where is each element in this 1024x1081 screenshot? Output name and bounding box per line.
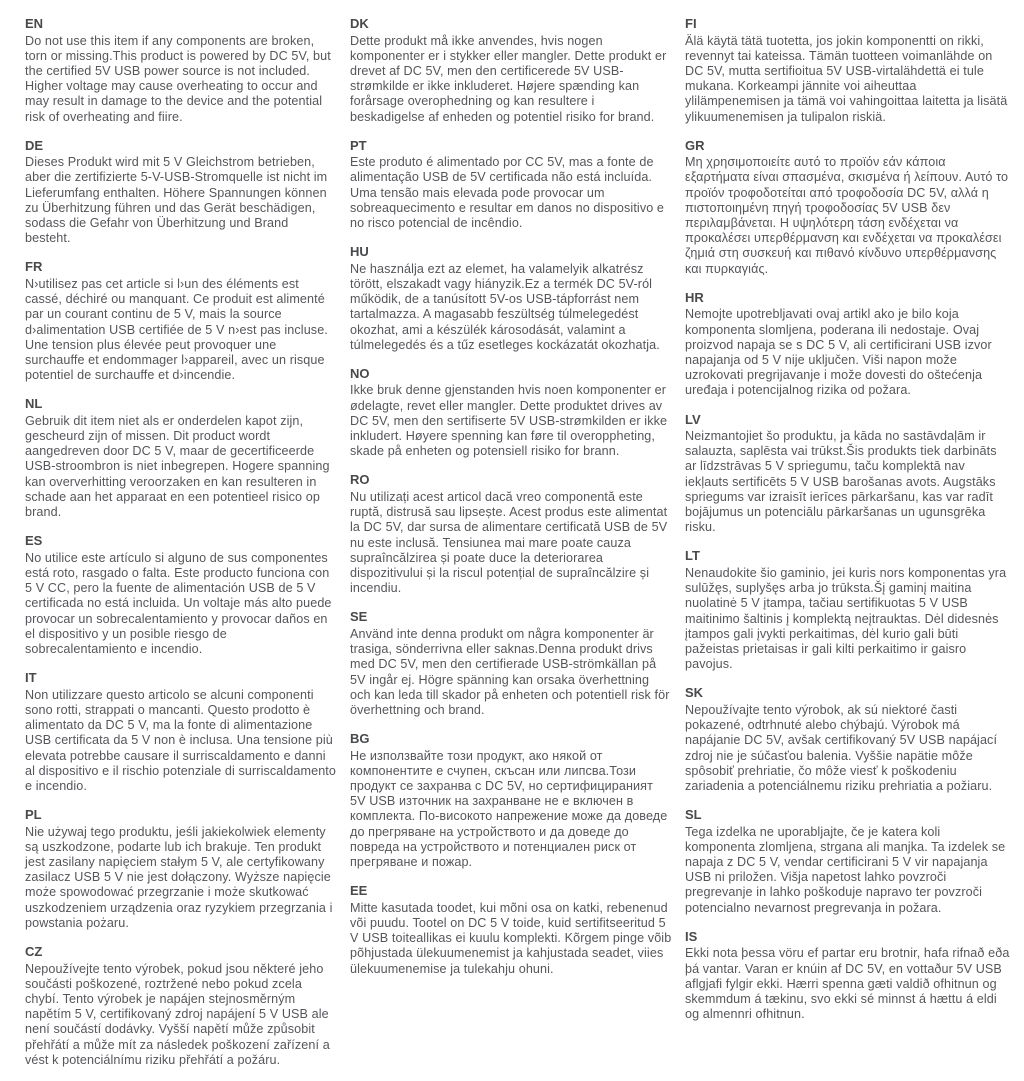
warning-text: Nie używaj tego produktu, jeśli jakiekolwiek elementy są uszkodzone, podarte lub ich brakuje. Ten produkt jest zasilany napięciem stałym 5 V, ale certyfikowany zasilacz USB 5 V nie jest dołączony. Wyższe napięcie może spowodować przegrzanie i może skutkować uszkodzeniem urządzenia oraz ryzykiem przegrzania i powstania pożaru.: [25, 824, 333, 930]
language-section-no: [350, 366, 672, 460]
language-code: HU: [350, 244, 369, 260]
language-code: IS: [685, 928, 698, 944]
language-code: DE: [25, 137, 44, 153]
warning-text: Nepoužívejte tento výrobek, pokud jsou některé jeho součásti poškozené, roztržené nebo pokud zcela chybí. Tento výrobek je napájen stejnosměrným napětím 5 V, certifikovaný zdroj napájení 5 V USB ale není součástí dodávky. Vyšší napětí může způsobit přehřátí a může mít za následek poškození zařízení a vést k potenciálnímu riziku přehřátí a požáru.: [25, 961, 330, 1067]
language-section-fr: [25, 259, 337, 383]
language-code: RO: [350, 472, 370, 488]
language-code: SE: [350, 609, 368, 625]
warning-text: No utilice este artículo si alguno de sus componentes está roto, rasgado o falta. Este producto funciona con 5 V CC, pero la fuente de alimentación USB de 5 V certificada no está incluida. Un voltaje más alto puede provocar un sobrecalentamiento y provocar daños en el dispositivo y un posible riesgo de sobrecalentamiento e incendio.: [25, 550, 332, 656]
language-section-is: [685, 929, 1011, 1023]
warning-text: Do not use this item if any components are broken, torn or missing.This product is powered by DC 5V, but the certified 5V USB power source is not included. Higher voltage may cause overheating to occur and may result in damage to the device and the potential risk of overheating and fiire.: [25, 33, 331, 124]
language-code: IT: [25, 670, 37, 686]
column-1: [25, 16, 337, 1081]
language-section-es: [25, 533, 337, 657]
language-section-lt: [685, 548, 1011, 672]
warning-text: Non utilizzare questo articolo se alcuni componenti sono rotti, strappati o mancanti. Questo prodotto è alimentato da DC 5 V, ma la fonte di alimentazione USB certificata da 5 V non è inclusa. Una tensione più elevata potrebbe causare il surriscaldamento e danni al dispositivo e il rischio potenziale di surriscaldamento e incendio.: [25, 687, 336, 793]
language-section-fi: [685, 16, 1011, 125]
language-section-hu: [350, 244, 672, 353]
language-section-hr: [685, 290, 1011, 399]
language-code: SL: [685, 807, 702, 823]
warning-text: Ekki nota þessa vöru ef partar eru brotnir, hafa rifnað eða þá vantar. Varan er knúin af DC 5V, en vottaður 5V USB aflgjafi fylgir ekki. Hærri spenna gæti valdið ofhitnun og skemmdum á tækinu, svo ekki sé minnst á hættu á eldi og almennri ofhitnun.: [685, 946, 1010, 1022]
column-2: [350, 16, 672, 990]
language-code: BG: [350, 731, 370, 747]
warning-text: Nenaudokite šio gaminio, jei kuris nors komponentas yra sulūžęs, suplyšęs arba jo trūksta.Šį gaminį maitina nuolatinė 5 V įtampa, tačiau sertifikuotas 5 V USB maitinimo šaltinis į komplektą neįtrauktas. Dėl didesnės įtampos gali įvykti perkaitimas, dėl kurio gali būti pažeistas prietaisas ir gali kilti perkaitimo ir gaisro pavojus.: [685, 565, 1007, 672]
warning-text: Använd inte denna produkt om några komponenter är trasiga, sönderrivna eller saknas.Denna produkt drivs med DC 5V, men den certifierade USB-strömkällan på 5V ingår ej. Högre spänning kan orsaka överhettning och kan leda till skador på enheten och potentiell risk för överhettning och brand.: [350, 626, 670, 717]
column-3: [685, 16, 1011, 1035]
warning-text: Neizmantojiet šo produktu, ja kāda no sastāvdaļām ir salauzta, saplēsta vai trūkst.Šis produkts tiek darbināts ar līdzstrāvas 5 V spriegumu, taču komplektā nav iekļauts sertificēts 5 V USB barošanas avots. Augstāks spriegums var izraisīt ierīces pārkaršanu, kas var radīt bojājumus un potenciālu pārkaršanas un ugunsgrēka risku.: [685, 429, 997, 535]
language-section-sl: [685, 807, 1011, 916]
warning-text: Älä käytä tätä tuotetta, jos jokin komponentti on rikki, revennyt tai kateissa. Tämän tuotteen voimanlähde on DC 5V, mutta sertifioitua 5V USB-virtalähdettä ei tule mukana. Korkeampi jännite voi aiheuttaa ylilämpenemisen ja tämä voi vahingoittaa laitetta ja lisätä ylikuumenemisen ja tulipalon riskiä.: [685, 33, 1008, 124]
warning-text: Μη χρησιμοποιείτε αυτό το προϊόν εάν κάποια εξαρτήματα είναι σπασμένα, σκισμένα ή λείπουν. Αυτό το προϊόν τροφοδοτείται από τροφοδοσία DC 5V, αλλά η πιστοποιημένη πηγή τροφοδοσίας 5V USB δεν περιλαμβάνεται. Η υψηλότερη τάση ενδέχεται να προκαλέσει υπερθέρμανση και ενδέχεται να προκαλέσει ζημιά στη συσκευή και πιθανό κίνδυνο υπερθέρμανσης και πυρκαγιάς.: [685, 155, 1009, 276]
warning-text: Este produto é alimentado por CC 5V, mas a fonte de alimentação USB de 5V certificada não está incluída. Uma tensão mais elevada pode provocar um sobreaquecimento e resultar em danos no dispositivo e no risco potencial de incêndio.: [350, 155, 665, 231]
language-section-nl: [25, 396, 337, 520]
language-code: CZ: [25, 944, 43, 960]
language-code: EN: [25, 16, 44, 31]
language-code: FI: [685, 16, 697, 31]
warning-text: Nu utilizați acest articol dacă vreo componentă este ruptă, distrusă sau lipsește. Acest produs este alimentat la DC 5V, dar sursa de alimentare certificată USB de 5V nu este inclusă. Tensiunea mai mare poate cauza supraîncălzirea și poate duce la deteriorarea dispozitivului și la riscul potențial de supraîncălzire și incendiu.: [350, 489, 668, 596]
language-section-lv: [685, 412, 1011, 536]
warning-text: Ikke bruk denne gjenstanden hvis noen komponenter er ødelagte, revet eller mangler. Dette produktet drives av DC 5V, men den sertifiserte 5V USB-strømkilden er ikke inkludert. Høyere spenning kan føre til overoppheting, skade på enheten og potensiell risiko for brann.: [350, 383, 668, 459]
warning-text: Не използвайте този продукт, ако някой от компонентите е счупен, скъсан или липсва.Този продукт се захранва с DC 5V, но сертифицираният 5V USB източник на захранване не е включен в комплекта. По-високото напрежение може да доведе до прегряване на устройството и да доведе до повреда на устройството и потенциален риск от прегряване и пожар.: [350, 748, 668, 870]
language-section-pl: [25, 807, 337, 931]
language-code: DK: [350, 16, 369, 31]
language-section-ee: [350, 883, 672, 977]
language-section-ro: [350, 472, 672, 596]
language-code: EE: [350, 883, 368, 899]
language-code: NO: [350, 365, 370, 381]
language-code: LT: [685, 548, 700, 564]
language-code: LV: [685, 411, 701, 427]
language-section-it: [25, 670, 337, 794]
language-section-pt: [350, 138, 672, 232]
warning-text: Gebruik dit item niet als er onderdelen kapot zijn, gescheurd zijn of missen. Dit product wordt aangedreven door DC 5 V, maar de gecertificeerde USB-stroombron is niet inbegrepen. Hogere spanning kan oververhitting veroorzaken en kan resulteren in schade aan het apparaat en een potentieel risico op brand.: [25, 413, 330, 520]
language-code: HR: [685, 289, 704, 305]
warning-text: Dette produkt må ikke anvendes, hvis nogen komponenter er i stykker eller mangler. Dette produkt er drevet af DC 5V, men den certificerede 5V USB-strømkilde er ikke inkluderet. Højere spænding kan forårsage overophedning og kan resultere i beskadigelse af enheden og potentiel risiko for brand.: [350, 33, 667, 124]
language-section-sk: [685, 685, 1011, 794]
warning-text: Dieses Produkt wird mit 5 V Gleichstrom betrieben, aber die zertifizierte 5-V-USB-Stromquelle ist nicht im Lieferumfang enthalten. Höhere Spannungen können zu Überhitzung führen und das Gerät beschädigen, sodass die Gefahr von Überhitzung und Brand besteht.: [25, 155, 328, 246]
language-code: GR: [685, 137, 705, 153]
language-code: SK: [685, 685, 704, 701]
warning-text: Nemojte upotrebljavati ovaj artikl ako je bilo koja komponenta slomljena, poderana ili nedostaje. Ovaj proizvod napaja se s DC 5 V, ali certificirani USB izvor napajanja od 5 V nije uključen. Viši napon može uzrokovati pregrijavanje i može dovesti do oštećenja uređaja i potencijalnog rizika od požara.: [685, 307, 992, 398]
language-code: FR: [25, 259, 43, 275]
language-section-se: [350, 609, 672, 718]
warning-text: Nepoužívajte tento výrobok, ak sú niektoré časti pokazené, odtrhnuté alebo chýbajú. Výrobok má napájanie DC 5V, avšak certifikovaný 5V USB napájací zdroj nie je súčasťou balenia. Vyššie napätie môže spôsobiť prehriatie, čo môže viesť k poškodeniu zariadenia a potenciálnemu riziku prehriatia a požiaru.: [685, 702, 998, 793]
warning-text: Tega izdelka ne uporabljajte, če je katera koli komponenta zlomljena, strgana ali manjka. Ta izdelek se napaja z DC 5 V, vendar certificirani 5 V vir napajanja USB ni priložen. Višja napetost lahko povzroči pregrevanje in lahko poškoduje napravo ter povzroči potencialno nevarnost pregrevanja in požara.: [685, 824, 1006, 915]
language-code: ES: [25, 533, 43, 549]
language-section-de: [25, 138, 337, 247]
language-section-bg: [350, 731, 672, 870]
language-section-gr: [685, 138, 1011, 277]
language-code: PL: [25, 807, 42, 823]
language-code: NL: [25, 396, 43, 412]
warning-text: N›utilisez pas cet article si l›un des éléments est cassé, déchiré ou manquant. Ce produit est alimenté par un courant continu de 5 V, mais la source d›alimentation USB certifiée de 5 V n›est pas incluse. Une tension plus élevée peut provoquer une surchauffe et endommager l›appareil, avec un risque potentiel de surchauffe et d›incendie.: [25, 276, 328, 383]
language-section-en: [25, 16, 337, 125]
language-section-cz: [25, 944, 337, 1068]
language-code: PT: [350, 137, 367, 153]
warning-text: Ne használja ezt az elemet, ha valamelyik alkatrész törött, elszakadt vagy hiányzik.Ez a termék DC 5V-ról működik, de a tanúsított 5V-os USB-tápforrást nem tartalmazza. A magasabb feszültség túlmelegedést okozhat, ami a készülék károsodását, valamint a túlmelegedés és a tűz esetleges kockázatát okozhatja.: [350, 261, 660, 352]
language-section-dk: [350, 16, 672, 125]
warning-text: Mitte kasutada toodet, kui mõni osa on katki, rebenenud või puudu. Tootel on DC 5 V toide, kuid sertifitseeritud 5 V USB toiteallikas ei kuulu komplekti. Kõrgem pinge võib põhjustada ülekuumenemist ja kahjustada seadet, viies ülekuumenemise ja tulekahju ohuni.: [350, 900, 672, 976]
